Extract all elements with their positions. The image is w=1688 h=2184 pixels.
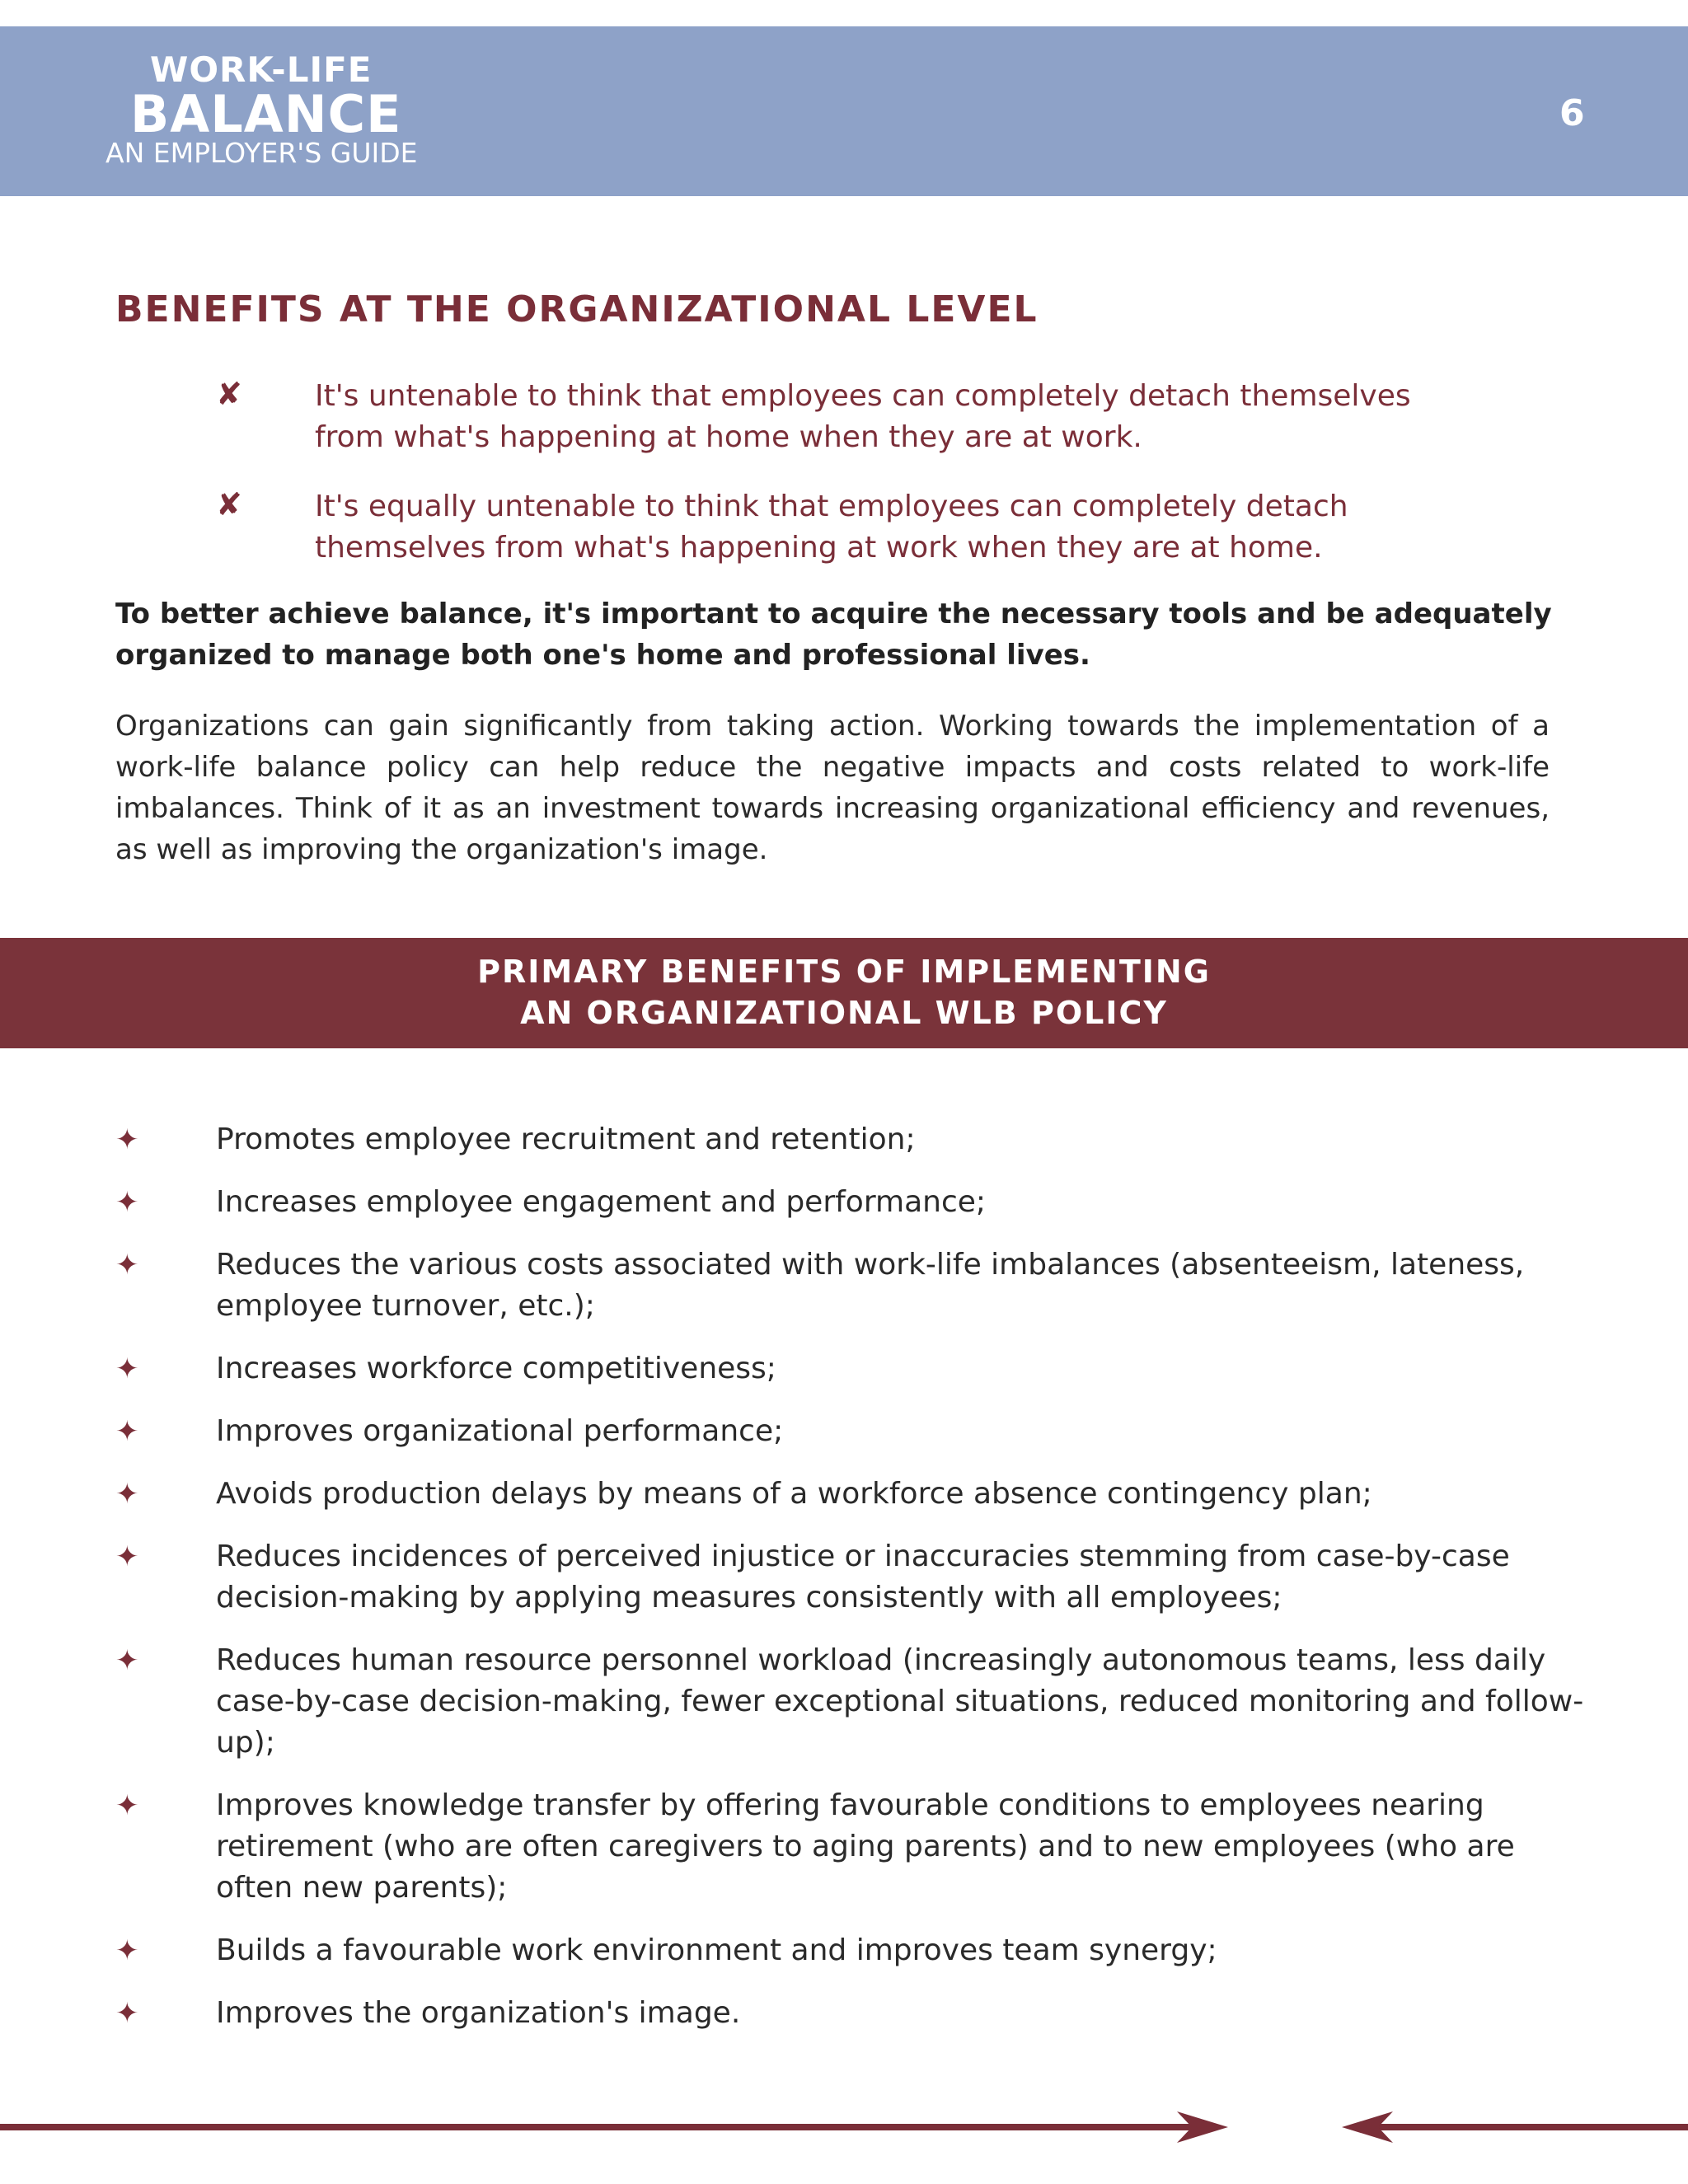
- list-item: ✦ Avoids production delays by means of a workforce absence contingency plan;: [115, 1474, 1599, 1515]
- four-point-star-icon: ✦: [115, 1352, 139, 1385]
- arrow-right-icon: [0, 2111, 1228, 2143]
- logo-work-life: WORK-LIFE: [150, 49, 373, 90]
- section-title: BENEFITS AT THE ORGANIZATIONAL LEVEL: [115, 288, 1039, 330]
- page-number: 6: [1559, 92, 1585, 134]
- list-item: ✦ Improves organizational performance;: [115, 1411, 1599, 1452]
- footer-arrows: [0, 2110, 1688, 2143]
- four-point-star-icon: ✦: [115, 1186, 139, 1219]
- list-item: ✦ Reduces incidences of perceived injustice or inaccuracies stemming from case-by-case decision-making by applying measures consistently with all employees;: [115, 1536, 1599, 1619]
- four-point-star-icon: ✦: [115, 1540, 139, 1573]
- list-item: ✦ Builds a favourable work environment and improves team synergy;: [115, 1930, 1599, 1971]
- list-item: ✦ Improves knowledge transfer by offering favourable conditions to employees nearing retirement (who are often caregivers to aging parents) and to new employees (who are often new parents);: [115, 1785, 1599, 1909]
- four-point-star-icon: ✦: [115, 1644, 139, 1677]
- body-paragraph: Organizations can gain significantly from taking action. Working towards the implementation of a work-life balance policy can help reduce the negative impacts and costs related to work-life imbalances. Think of it as an investment towards increasing organizational efficiency and revenues, as well as improving the organization's image.: [115, 710, 1550, 866]
- list-item: ✦ Increases workforce competitiveness;: [115, 1348, 1599, 1390]
- four-point-star-icon: ✦: [115, 1123, 139, 1156]
- list-item: ✦ Reduces the various costs associated with work-life imbalances (absenteeism, lateness, employee turnover, etc.);: [115, 1244, 1599, 1327]
- four-point-star-icon: ✦: [115, 1478, 139, 1511]
- x-item-text: It's untenable to think that employees can completely detach themselves from what's happening at home when they are at work.: [315, 379, 1411, 454]
- band-title: PRIMARY BENEFITS OF IMPLEMENTING AN ORGANIZATIONAL WLB POLICY: [477, 954, 1211, 1031]
- four-point-star-icon: ✦: [115, 1934, 139, 1967]
- logo-subtitle: AN EMPLOYER'S GUIDE: [106, 137, 418, 169]
- list-item: ✦ Reduces human resource personnel workload (increasingly autonomous teams, less daily case-by-case decision-making, fewer exceptional situations, reduced monitoring and follow-up);: [115, 1640, 1599, 1764]
- list-item: ✦ Increases employee engagement and performance;: [115, 1182, 1599, 1223]
- four-point-star-icon: ✦: [115, 1997, 139, 2030]
- list-item: ✦ Improves the organization's image.: [115, 1993, 1599, 2034]
- lead-paragraph: To better achieve balance, it's important to acquire the necessary tools and be adequately organized to manage both one's home and professional lives.: [115, 598, 1552, 672]
- x-item-text: It's equally untenable to think that employees can completely detach themselves from what's happening at work when they are at home.: [315, 490, 1348, 565]
- logo-balance: BALANCE: [130, 84, 402, 144]
- four-point-star-icon: ✦: [115, 1249, 139, 1282]
- arrow-left-icon: [1342, 2111, 1688, 2143]
- list-item: ✦ Promotes employee recruitment and retention;: [115, 1119, 1599, 1160]
- four-point-star-icon: ✦: [115, 1789, 139, 1822]
- benefits-list: [115, 1119, 1599, 2055]
- x-mark-icon: ✘: [216, 486, 242, 523]
- four-point-star-icon: ✦: [115, 1415, 139, 1448]
- x-mark-icon: ✘: [216, 376, 242, 412]
